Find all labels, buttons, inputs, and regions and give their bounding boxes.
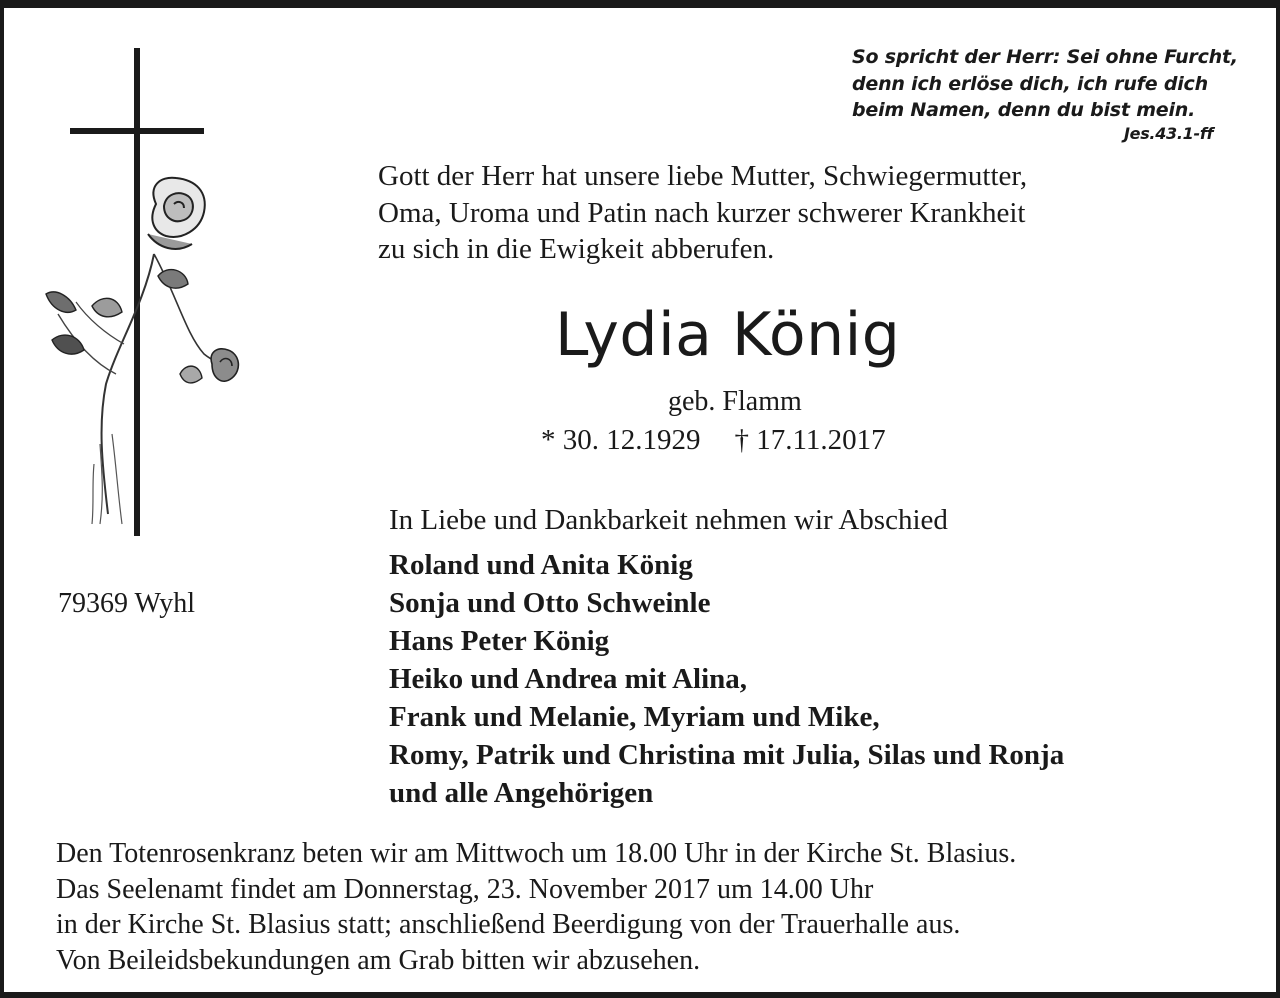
verse-reference: Jes.43.1-ff bbox=[1124, 124, 1214, 143]
life-dates bbox=[541, 424, 886, 457]
mourner-entry: Romy, Patrik und Christina mit Julia, Silas und Ronja bbox=[389, 739, 1065, 771]
mourner-entry: und alle Angehörigen bbox=[389, 777, 654, 809]
bible-verse bbox=[852, 44, 1262, 124]
service-line: Das Seelenamt findet am Donnerstag, 23. November 2017 um 14.00 Uhr bbox=[56, 873, 874, 905]
birth-date: * 30. 12.1929 bbox=[541, 424, 701, 456]
mourner-entry: Frank und Melanie, Myriam und Mike, bbox=[389, 701, 880, 733]
deceased-name: Lydia König bbox=[555, 300, 901, 370]
farewell-line: In Liebe und Dankbarkeit nehmen wir Abschied bbox=[389, 504, 948, 536]
mourner-entry: Heiko und Andrea mit Alina, bbox=[389, 663, 748, 695]
mourner-entry: Sonja und Otto Schweinle bbox=[389, 587, 711, 619]
service-line: in der Kirche St. Blasius statt; anschließend Beerdigung von der Trauerhalle aus. bbox=[56, 909, 961, 940]
service-details bbox=[56, 836, 1016, 978]
death-date: † 17.11.2017 bbox=[734, 424, 886, 456]
place-of-residence: 79369 Wyhl bbox=[58, 588, 196, 619]
verse-line: So spricht der Herr: Sei ohne Furcht, bbox=[852, 46, 1238, 68]
service-line: Von Beileidsbekundungen am Grab bitten wir abzusehen. bbox=[56, 944, 701, 976]
intro-line: Oma, Uroma und Patin nach kurzer schwerer Krankheit bbox=[378, 196, 1026, 229]
maiden-name: geb. Flamm bbox=[668, 386, 802, 417]
verse-line: beim Namen, denn du bist mein. bbox=[852, 99, 1196, 121]
service-line: Den Totenrosenkranz beten wir am Mittwoch um 18.00 Uhr in der Kirche St. Blasius. bbox=[56, 838, 1017, 869]
verse-line: denn ich erlöse dich, ich rufe dich bbox=[852, 72, 1208, 95]
mourner-entry: Hans Peter König bbox=[389, 625, 610, 657]
intro-text bbox=[378, 158, 1027, 268]
intro-line: Gott der Herr hat unsere liebe Mutter, Schwiegermutter, bbox=[378, 160, 1028, 192]
mourner-entry: Roland und Anita König bbox=[389, 549, 693, 581]
intro-line: zu sich in die Ewigkeit abberufen. bbox=[378, 233, 775, 265]
mourners-list bbox=[389, 546, 1064, 812]
cross-with-rose-icon bbox=[36, 44, 266, 544]
